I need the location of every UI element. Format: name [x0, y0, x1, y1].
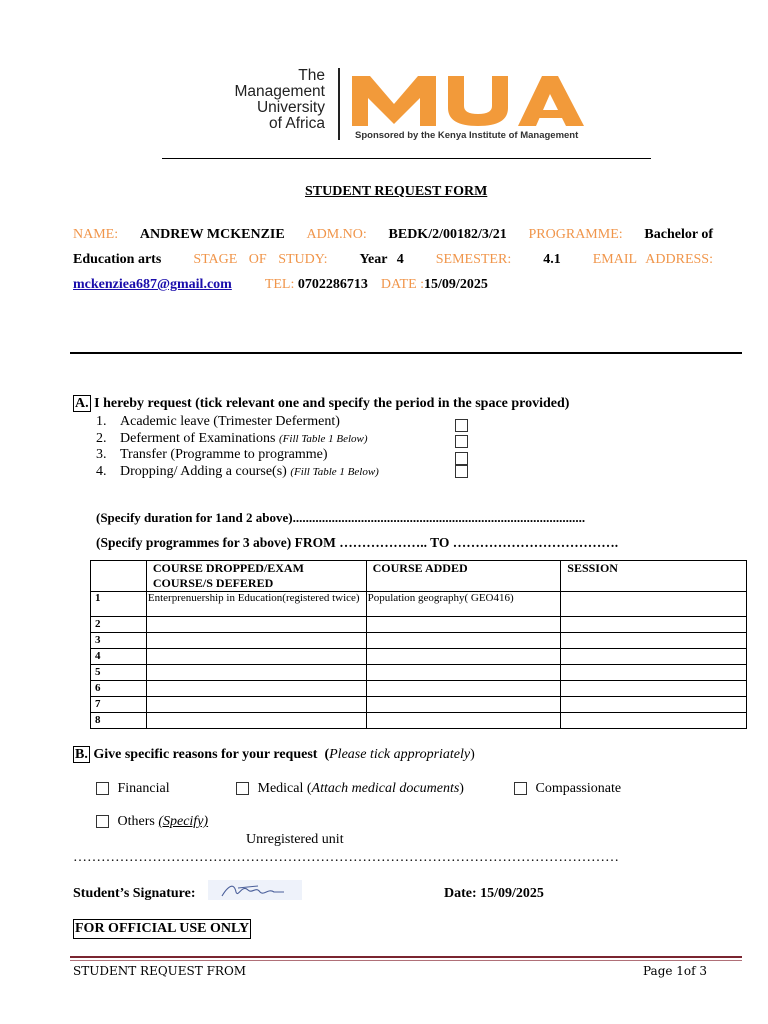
option-2-text: Deferment of Examinations — [120, 431, 276, 446]
row-added: Population geography( GEO416) — [366, 592, 561, 617]
programme-value-2: Education arts — [73, 252, 162, 267]
medical-checkbox[interactable] — [236, 782, 249, 795]
logo-line-4: of Africa — [269, 115, 325, 132]
footer-page-number: Page 1of 3 — [643, 964, 708, 978]
compassionate-checkbox[interactable] — [514, 782, 527, 795]
logo-line-2: Management — [234, 83, 325, 100]
signature-date: Date: 15/09/2025 — [444, 886, 544, 901]
info-line-2 — [73, 247, 713, 272]
email-link[interactable]: mckenziea687@gmail.com — [73, 277, 232, 292]
option-1-text: Academic leave (Trimester Deferment) — [120, 414, 340, 429]
semester-label: SEMESTER: — [435, 252, 512, 267]
section-b-note: Please tick appropriately — [329, 747, 471, 762]
name-label: NAME: — [73, 227, 119, 242]
programme-label: PROGRAMME: — [528, 227, 623, 242]
section-b-heading: B. Give specific reasons for your request (Please tick appropriately) — [75, 747, 475, 762]
mua-logo-icon — [352, 72, 608, 128]
sponsor-text: Sponsored by the Kenya Institute of Management — [355, 130, 579, 141]
signature-label: Student’s Signature: — [73, 886, 196, 901]
signature-scribble-icon — [208, 880, 302, 900]
mua-logo-mark — [352, 72, 608, 128]
reason-financial[interactable]: Financial — [96, 781, 170, 797]
option-2-checkbox[interactable] — [455, 435, 468, 448]
table-row: 5 — [91, 665, 747, 681]
option-3: 3. Transfer (Programme to programme) — [96, 447, 328, 462]
header-added: COURSE ADDED — [366, 561, 561, 592]
tel-value: 0702286713 — [297, 277, 368, 292]
section-a-heading — [73, 396, 569, 412]
header-num — [91, 561, 147, 592]
section-b-text: Give specific reasons for your request — [93, 747, 318, 762]
others-checkbox[interactable] — [96, 815, 109, 828]
table-header-row — [91, 561, 747, 592]
date-value: 15/09/2025 — [424, 277, 488, 292]
option-3-checkbox[interactable] — [455, 452, 468, 465]
programmes-line: (Specify programmes for 3 above) FROM ……………….. TO ………………………………. — [96, 535, 619, 550]
date-label: DATE : — [380, 277, 425, 292]
courses-table — [90, 560, 747, 729]
stage-label: STAGE OF STUDY: — [193, 252, 328, 267]
table-row: 2 — [91, 617, 747, 633]
university-name — [170, 68, 325, 132]
tel-label: TEL: — [264, 277, 295, 292]
others-dots: ……………………………………………………………………………………………………… — [73, 850, 619, 865]
name-value: ANDREW MCKENZIE — [139, 227, 285, 242]
info-line-3 — [73, 272, 713, 297]
adm-label: ADM.NO: — [306, 227, 367, 242]
option-4-text: Dropping/ Adding a course(s) — [120, 464, 287, 479]
row-num: 1 — [91, 592, 147, 617]
option-1-checkbox[interactable] — [455, 419, 468, 432]
duration-line: (Specify duration for 1and 2 above).......................................................................................... — [96, 510, 586, 525]
official-use-box: FOR OFFICIAL USE ONLY — [73, 919, 251, 939]
option-4-note: (Fill Table 1 Below) — [290, 466, 379, 478]
option-2-note: (Fill Table 1 Below) — [279, 433, 368, 445]
footer-rule-bottom — [70, 960, 742, 961]
option-4-checkbox[interactable] — [455, 465, 468, 478]
programme-value-1: Bachelor of — [644, 227, 713, 242]
table-row: 4 — [91, 649, 747, 665]
section-a-marker: A. — [75, 396, 89, 411]
section-divider — [70, 352, 742, 354]
header-session: SESSION — [561, 561, 747, 592]
option-4: 4. Dropping/ Adding a course(s) (Fill Table 1 Below) — [96, 464, 379, 479]
footer-rule-top — [70, 956, 742, 958]
table-row: 8 — [91, 713, 747, 729]
option-1: 1. Academic leave (Trimester Deferment) — [96, 414, 340, 429]
table-row: 7 — [91, 697, 747, 713]
email-label: EMAIL ADDRESS: — [592, 252, 713, 267]
semester-value: 4.1 — [543, 252, 561, 267]
adm-value: BEDK/2/00182/3/21 — [388, 227, 507, 242]
logo-line-3: University — [256, 99, 325, 116]
table-row — [91, 592, 747, 617]
row-dropped: Enterprenuership in Education(registered twice) — [146, 592, 366, 617]
financial-checkbox[interactable] — [96, 782, 109, 795]
reason-compassionate[interactable]: Compassionate — [514, 781, 621, 797]
section-b-marker: B. — [75, 747, 88, 762]
signature-image — [208, 880, 302, 900]
form-title: STUDENT REQUEST FORM — [305, 184, 488, 199]
logo-divider — [338, 68, 340, 140]
others-value: Unregistered unit — [246, 832, 344, 847]
stage-value: Year 4 — [359, 252, 404, 267]
student-info — [73, 222, 713, 297]
option-3-text: Transfer (Programme to programme) — [120, 447, 328, 462]
footer-left: STUDENT REQUEST FROM — [73, 964, 247, 978]
row-session[interactable] — [561, 592, 747, 617]
signature-date-value: 15/09/2025 — [480, 886, 544, 901]
logo-line-1: The — [298, 67, 325, 84]
option-2: 2. Deferment of Examinations (Fill Table 1 Below) — [96, 431, 368, 446]
reason-medical[interactable]: Medical (Attach medical documents) — [236, 781, 464, 797]
logo-underline — [162, 158, 651, 159]
table-row: 6 — [91, 681, 747, 697]
info-line-1 — [73, 222, 713, 247]
header-dropped: COURSE DROPPED/EXAM COURSE/S DEFERED — [146, 561, 366, 592]
table-row: 3 — [91, 633, 747, 649]
section-a-text: I hereby request (tick relevant one and specify the period in the space provided) — [94, 396, 570, 411]
reason-others[interactable]: Others (Specify) — [96, 814, 208, 830]
